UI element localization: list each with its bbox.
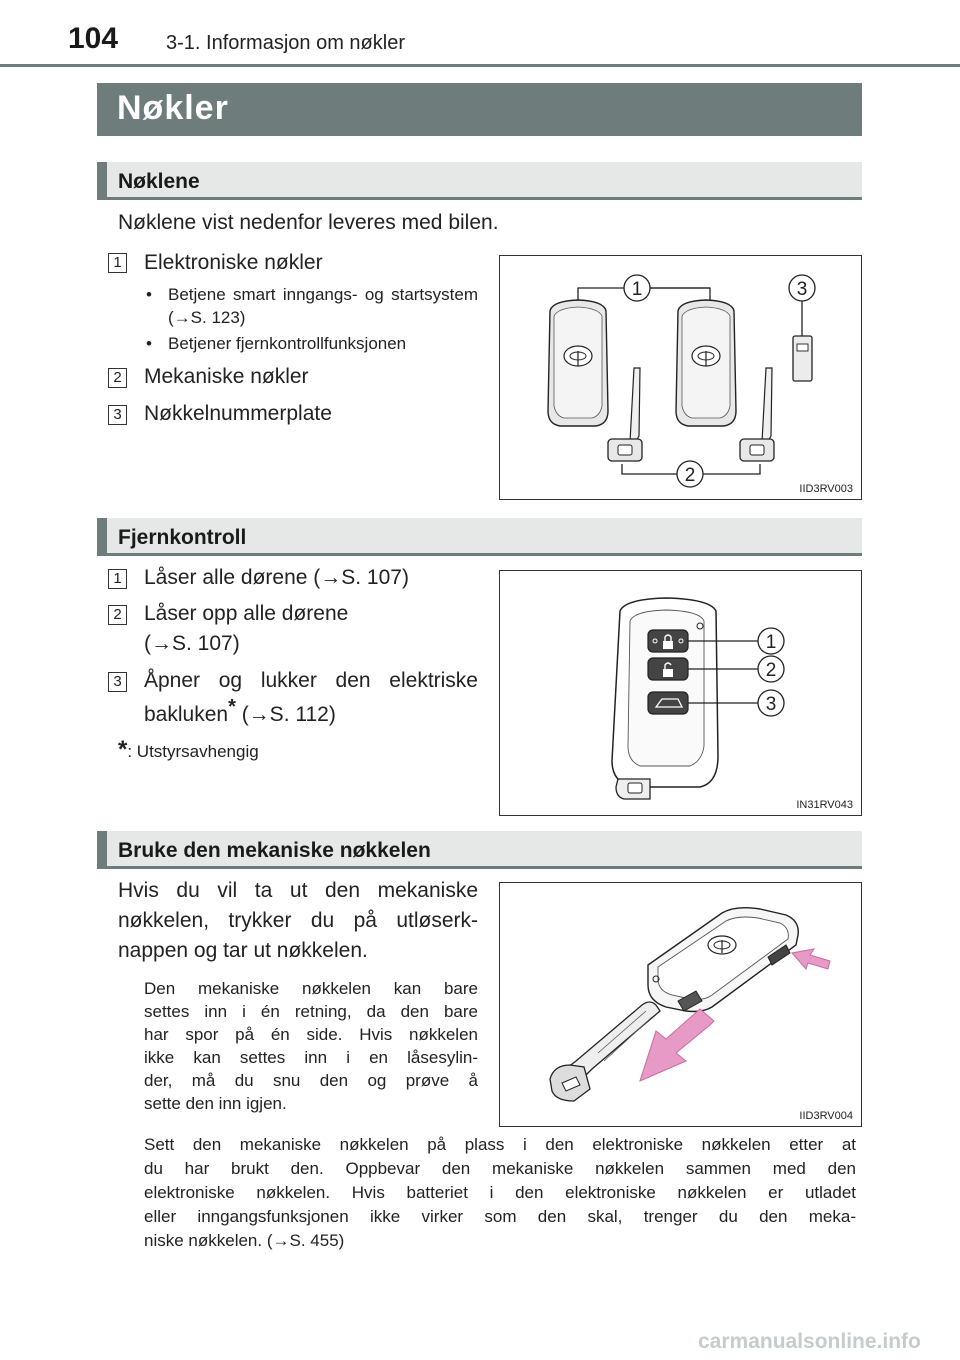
page-title: Nøkler (117, 89, 229, 127)
item-label-ref: (→S. 112) (235, 703, 336, 726)
full-line: elektroniske nøkkelen. Hvis batteriet i den elektroniske nøkkelen er utladet (144, 1183, 856, 1202)
item-label: Nøkkelnummerplate (144, 402, 332, 425)
item-number: 2 (108, 605, 127, 625)
section-heading-mechanical-key (97, 831, 862, 869)
paragraph-line: nappen og tar ut nøkkelen. (118, 939, 368, 962)
full-line: niske nøkkelen. (→S. 455) (144, 1231, 345, 1250)
paragraph-line: nøkkelen, trykker du på utløserk- (118, 909, 478, 932)
section-title: Bruke den mekaniske nøkkelen (118, 839, 431, 862)
footnote (118, 735, 259, 767)
section-marker (97, 518, 107, 553)
page-number: 104 (68, 22, 119, 55)
remote-figure (499, 570, 862, 816)
full-line: Sett den mekaniske nøkkelen på plass i den elektroniske nøkkelen etter at (144, 1135, 856, 1154)
callout-number: 3 (796, 279, 808, 300)
item-number: 3 (108, 405, 127, 425)
mechanical-key-figure (499, 882, 862, 1127)
item-number: 3 (108, 672, 127, 692)
figure-code: IID3RV004 (799, 1110, 853, 1122)
item-label: Låser alle dørene (→S. 107) (144, 566, 409, 589)
section-heading-keys (97, 162, 862, 200)
item-number: 1 (108, 569, 127, 589)
chapter-title: 3-1. Informasjon om nøkler (166, 32, 405, 54)
item-label: Elektroniske nøkler (144, 251, 323, 274)
footnote-star: * (228, 696, 236, 718)
footnote-star: * (118, 736, 128, 763)
figure-code: IN31RV043 (796, 799, 853, 811)
item-label: Mekaniske nøkler (144, 365, 309, 388)
item-label: Låser opp alle dørene (144, 602, 349, 625)
callout-number: 2 (765, 660, 777, 681)
watermark: carmanualsonline.info (698, 1330, 921, 1353)
note-line: settes inn i én retning, da den bare (144, 1002, 478, 1021)
bullet-text: Betjene smart inngangs- og startsystem (→S. 123) (168, 285, 478, 327)
callout-number: 1 (765, 632, 777, 653)
paragraph-line: Hvis du vil ta ut den mekaniske (118, 879, 478, 902)
figure-code: IID3RV003 (799, 483, 853, 495)
bullet-text: Betjener fjernkontrollfunksjonen (168, 334, 407, 353)
item-label-cont (144, 696, 336, 730)
item-number: 2 (108, 368, 127, 388)
callout-number: 2 (684, 465, 696, 486)
header-divider (0, 64, 960, 67)
callout-number: 3 (765, 694, 777, 715)
item-label-word: bakluken (144, 703, 229, 726)
section-marker (97, 162, 107, 197)
bullet-marker: • (146, 285, 152, 304)
item-label-cont: (→S. 107) (144, 632, 240, 655)
bullet-marker: • (146, 334, 152, 353)
callout-number: 1 (631, 279, 643, 300)
note-line: der, må du snu den og prøve å (144, 1071, 478, 1090)
note-line: har spor på én side. Hvis nøkkelen (144, 1025, 478, 1044)
full-line: eller inngangsfunksjonen ikke virker som den skal, trenger du den meka- (144, 1207, 856, 1226)
intro-text: Nøklene vist nedenfor leveres med bilen. (118, 211, 499, 234)
item-label: Åpner og lukker den elektriske (144, 669, 478, 692)
note-line: sette den inn igjen. (144, 1094, 287, 1113)
section-title: Nøklene (118, 170, 200, 193)
section-title: Fjernkontroll (118, 526, 247, 549)
note-line: ikke kan settes inn i en låsesylin- (144, 1048, 478, 1067)
item-number: 1 (108, 253, 127, 273)
full-line: du har brukt den. Oppbevar den mekaniske nøkkelen sammen med den (144, 1159, 856, 1178)
note-line: Den mekaniske nøkkelen kan bare (144, 979, 478, 998)
section-marker (97, 831, 107, 866)
footnote-text: : Utstyrsavhengig (127, 742, 259, 761)
section-heading-remote (97, 518, 862, 556)
page-title-banner (97, 83, 862, 136)
keys-figure (499, 255, 862, 500)
